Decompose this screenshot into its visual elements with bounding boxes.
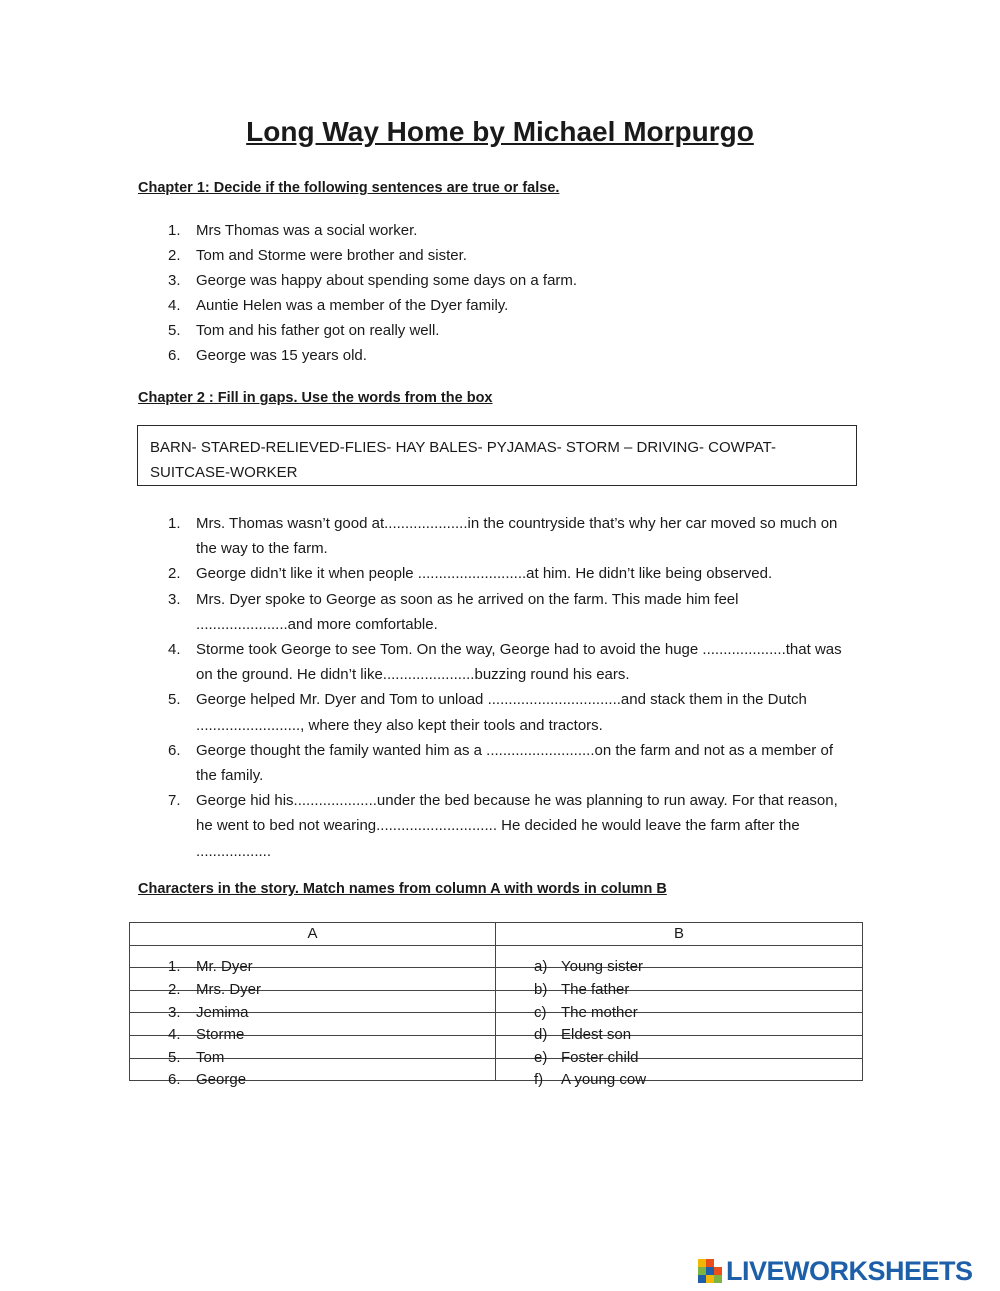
table-row <box>130 1035 863 1058</box>
row-letter: d) <box>534 1026 548 1044</box>
chapter2-question <box>138 587 848 637</box>
question-number: 4. <box>168 641 181 659</box>
column-b-cell <box>496 945 863 976</box>
question-number: 2. <box>168 565 181 583</box>
column-b-cell <box>496 1058 863 1089</box>
row-number: 5. <box>168 1048 181 1066</box>
question-text: Tom and his father got on really well. <box>196 322 440 339</box>
question-text: George helped Mr. Dyer and Tom to unload ................................and stack them in the Dutch ........................., where they also kept their tools and tractors. <box>196 691 807 734</box>
question-text: Tom and Storme were brother and sister. <box>196 247 467 264</box>
question-text: George thought the family wanted him as a ..........................on the farm and not as a member of the family. <box>196 741 833 785</box>
chapter1-question <box>138 243 577 268</box>
question-number: 5. <box>168 322 181 339</box>
question-number: 5. <box>168 691 181 709</box>
chapter1-question <box>138 318 577 343</box>
character-name: Tom <box>196 1048 225 1066</box>
column-a-cell <box>130 1035 496 1066</box>
question-text: Auntie Helen was a member of the Dyer family. <box>196 297 509 314</box>
table-row <box>130 945 863 968</box>
row-number: 1. <box>168 958 181 976</box>
character-description: Eldest son <box>561 1026 632 1044</box>
chapter2-question <box>138 738 848 788</box>
chapter2-question <box>138 637 848 687</box>
chapter2-question-list <box>138 511 848 864</box>
question-number: 7. <box>168 792 181 810</box>
column-a-cell <box>130 1058 496 1089</box>
question-text: George was happy about spending some days on a farm. <box>196 272 578 289</box>
column-b-cell <box>496 968 863 998</box>
character-match-table <box>129 922 863 1089</box>
question-text: George was 15 years old. <box>196 347 367 364</box>
question-number: 2. <box>168 247 181 264</box>
table-row <box>130 1013 863 1036</box>
chapter2-question <box>138 687 848 737</box>
chapter1-question <box>138 218 577 243</box>
character-name: Jemima <box>196 1003 249 1021</box>
column-a-cell <box>130 968 496 998</box>
chapter1-question-list <box>138 218 577 368</box>
character-description: The father <box>561 980 630 998</box>
question-text: Mrs Thomas was a social worker. <box>196 222 418 239</box>
table-row <box>130 1058 863 1081</box>
character-name: George <box>196 1071 247 1089</box>
row-number: 6. <box>168 1071 181 1089</box>
liveworksheets-logo-icon <box>698 1259 722 1283</box>
column-a-cell <box>130 1013 496 1044</box>
logo-text: LIVEWORKSHEETS <box>726 1255 973 1286</box>
word-bank-text: BARN- STARED-RELIEVED-FLIES- HAY BALES- PYJAMAS- STORM – DRIVING- COWPAT-SUITCASE-WORKER <box>150 439 776 481</box>
column-a-cell <box>130 990 496 1021</box>
column-b-cell <box>496 1035 863 1066</box>
table-header-row <box>130 923 863 946</box>
question-number: 6. <box>168 347 181 364</box>
row-letter: b) <box>534 980 548 998</box>
character-description: Young sister <box>561 958 644 976</box>
question-number: 4. <box>168 297 181 314</box>
question-text: Storme took George to see Tom. On the way, George had to avoid the huge ....................that was on the ground. He didn’t like......................buzzing round his ears. <box>196 641 842 684</box>
table-row <box>130 990 863 1013</box>
word-bank-box <box>137 425 857 486</box>
row-letter: a) <box>534 958 548 976</box>
chapter1-question <box>138 343 577 368</box>
row-number: 3. <box>168 1003 181 1021</box>
question-number: 1. <box>168 515 181 532</box>
column-b-header: B <box>496 923 863 946</box>
column-b-cell <box>496 1013 863 1044</box>
question-text: George hid his....................under the bed because he was planning to run away. For that reason, he went to bed not wearing............................. He decided he would leave the farm after the .................. <box>196 792 838 860</box>
question-number: 3. <box>168 590 181 608</box>
character-name: Storme <box>196 1026 245 1044</box>
character-description: The mother <box>561 1003 638 1021</box>
question-text: George didn’t like it when people ..........................at him. He didn’t like being observed. <box>196 565 773 583</box>
chapter2-question <box>138 511 848 561</box>
characters-heading: Characters in the story. Match names from column A with words in column B <box>138 881 667 897</box>
row-letter: e) <box>534 1048 548 1066</box>
table-row <box>130 968 863 991</box>
chapter1-question <box>138 268 577 293</box>
column-b-cell <box>496 990 863 1021</box>
character-name: Mrs. Dyer <box>196 980 261 998</box>
column-a-header: A <box>130 923 496 946</box>
row-letter: c) <box>534 1003 547 1021</box>
chapter2-question <box>138 788 848 864</box>
question-number: 3. <box>168 272 181 289</box>
chapter1-heading: Chapter 1: Decide if the following sentences are true or false. <box>138 180 560 196</box>
page-title: Long Way Home by Michael Morpurgo <box>246 116 754 147</box>
question-text: Mrs. Thomas wasn’t good at....................in the countryside that’s why her car moved so much on the way to the farm. <box>196 515 838 558</box>
character-name: Mr. Dyer <box>196 958 253 976</box>
question-number: 1. <box>168 222 181 239</box>
question-number: 6. <box>168 741 181 759</box>
liveworksheets-logo <box>698 1256 973 1286</box>
chapter1-question <box>138 293 577 318</box>
row-number: 4. <box>168 1026 181 1044</box>
question-text: Mrs. Dyer spoke to George as soon as he arrived on the farm. This made him feel ......................and more comfortable. <box>196 590 739 633</box>
row-letter: f) <box>534 1071 544 1089</box>
chapter2-heading: Chapter 2 : Fill in gaps. Use the words from the box <box>138 390 493 406</box>
character-description: A young cow <box>561 1071 647 1089</box>
column-a-cell <box>130 945 496 976</box>
row-number: 2. <box>168 980 181 998</box>
character-description: Foster child <box>561 1048 639 1066</box>
chapter2-question <box>138 561 848 586</box>
